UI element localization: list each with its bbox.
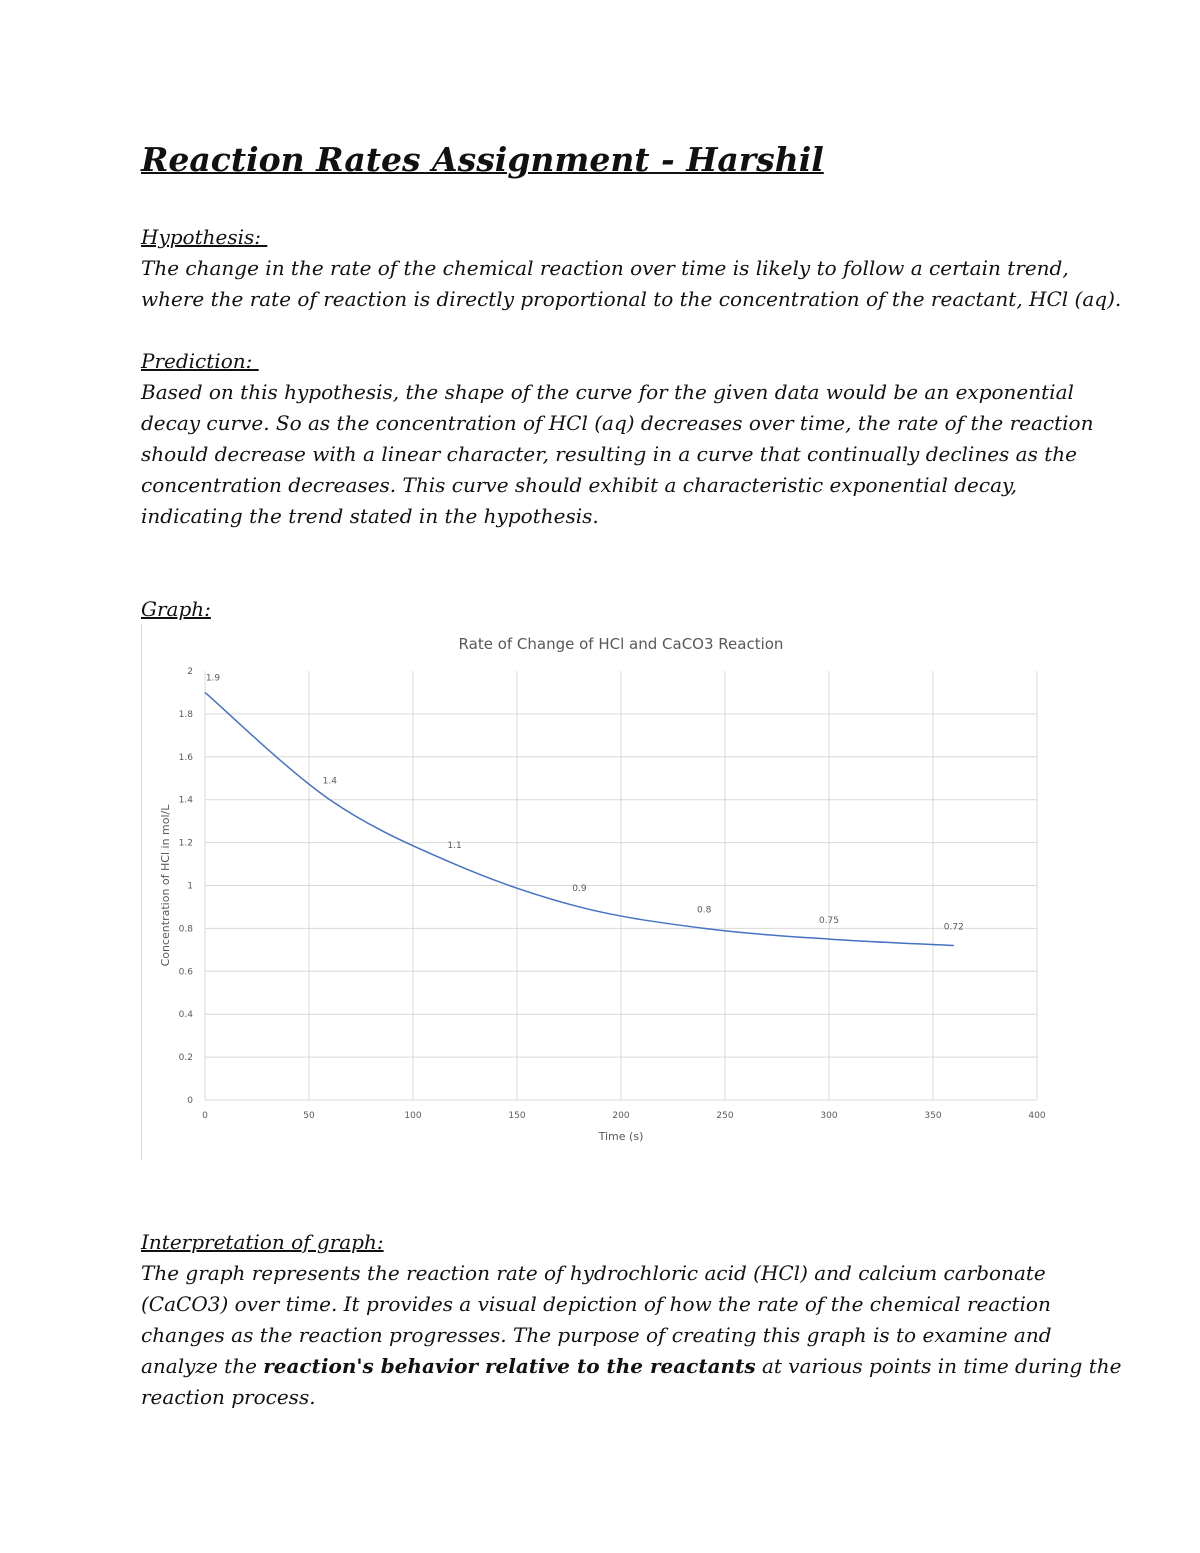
prediction-line: decay curve. So as the concentration of HCl (aq) decreases over time, the rate of the reaction [141, 411, 1094, 435]
interpretation-text [141, 1258, 1122, 1413]
y-tick-label: 1.2 [178, 838, 193, 849]
prediction-line: should decrease with a linear character, resulting in a curve that continually declines as the [141, 442, 1077, 466]
hypothesis-heading: Hypothesis: [141, 225, 268, 249]
prediction-line: Based on this hypothesis, the shape of the curve for the given data would be an exponential [141, 380, 1074, 404]
interpretation-line: changes as the reaction progresses. The purpose of creating this graph is to examine and [141, 1323, 1052, 1347]
x-tick-label: 100 [404, 1111, 422, 1121]
y-tick-label: 2 [187, 667, 193, 677]
chart-container [141, 624, 1052, 1160]
x-tick-label: 350 [924, 1111, 942, 1121]
hypothesis-section [141, 222, 1122, 315]
hypothesis-text [141, 253, 1122, 315]
y-tick-label: 0.8 [178, 924, 193, 935]
y-tick-label: 0 [187, 1096, 193, 1106]
hypothesis-line: The change in the rate of the chemical reaction over time is likely to follow a certain trend, [141, 256, 1069, 280]
graph-heading: Graph: [141, 597, 211, 621]
interpretation-section [141, 1227, 1122, 1413]
y-tick-label: 1.4 [178, 795, 193, 806]
data-label: 1.9 [205, 673, 221, 684]
line-chart [142, 624, 1052, 1160]
interpretation-text-run: analyze the [141, 1354, 264, 1378]
x-tick-label: 200 [612, 1111, 630, 1121]
graph-section [141, 594, 1081, 625]
prediction-text [141, 377, 1094, 532]
interpretation-heading: Interpretation of graph: [141, 1230, 384, 1254]
hypothesis-line: where the rate of reaction is directly proportional to the concentration of the reactant, HCl (aq). [141, 287, 1122, 311]
data-label: 1.1 [447, 841, 462, 852]
y-tick-label: 1.6 [178, 752, 193, 763]
interpretation-line: (CaCO3) over time. It provides a visual depiction of how the rate of the chemical reaction [141, 1292, 1051, 1316]
y-tick-label: 0.2 [178, 1053, 193, 1064]
data-label: 0.8 [697, 905, 712, 916]
x-tick-label: 250 [716, 1111, 734, 1121]
x-tick-label: 150 [508, 1111, 526, 1121]
interpretation-bold-phrase: reaction's behavior relative to the reactants [263, 1354, 756, 1378]
data-label: 1.4 [322, 776, 337, 787]
y-tick-label: 0.6 [178, 967, 193, 978]
data-label: 0.9 [572, 883, 587, 894]
y-tick-label: 1 [187, 881, 193, 892]
data-label: 0.75 [818, 916, 840, 927]
interpretation-line [141, 1351, 1122, 1382]
interpretation-line: The graph represents the reaction rate of hydrochloric acid (HCl) and calcium carbonate [141, 1261, 1046, 1285]
x-tick-label: 400 [1028, 1111, 1046, 1121]
y-tick-label: 0.4 [178, 1010, 193, 1021]
x-tick-label: 0 [202, 1111, 208, 1121]
chart-title: Rate of Change of HCl and CaCO3 Reaction [458, 635, 784, 653]
page-title: Reaction Rates Assignment - Harshil [141, 140, 824, 179]
prediction-section [141, 346, 1094, 532]
prediction-line: concentration decreases. This curve should exhibit a characteristic exponential decay, [141, 473, 1017, 497]
x-tick-label: 50 [303, 1111, 315, 1121]
y-axis-title: Concentration of HCl in mol/L [159, 804, 172, 967]
prediction-line: indicating the trend stated in the hypothesis. [141, 504, 599, 528]
series-line [205, 692, 954, 945]
interpretation-line: reaction process. [141, 1385, 316, 1409]
interpretation-text-run: at various points in time during the [755, 1354, 1122, 1378]
y-tick-label: 1.8 [178, 709, 193, 720]
x-tick-label: 300 [820, 1111, 838, 1121]
data-label: 0.72 [943, 922, 964, 933]
x-axis-title: Time (s) [598, 1130, 644, 1143]
prediction-heading: Prediction: [141, 349, 259, 373]
